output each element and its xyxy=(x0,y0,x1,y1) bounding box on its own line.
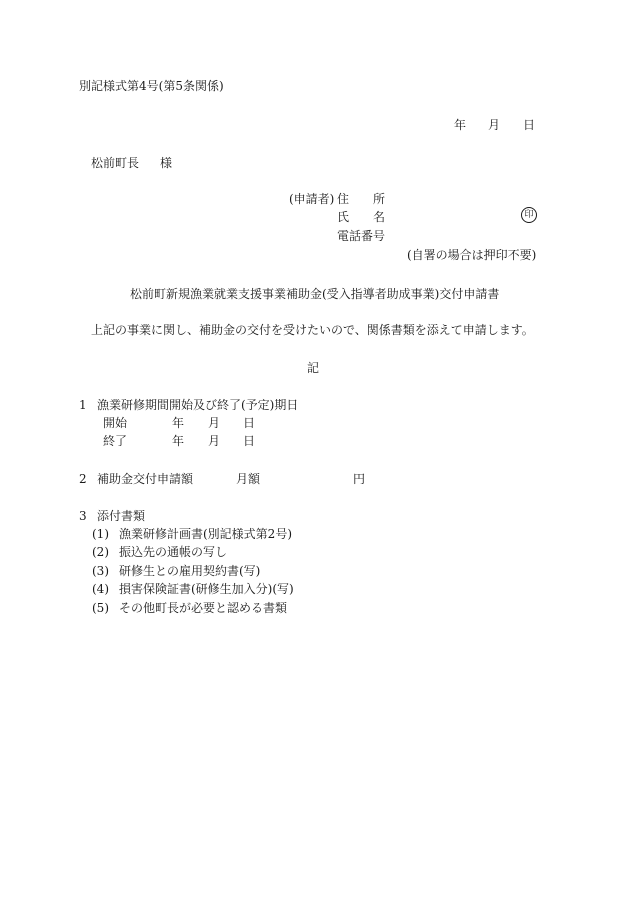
applicant-name-label: 氏 名 xyxy=(337,210,386,224)
section-3-heading: 添付書類 xyxy=(97,509,146,523)
start-label: 開始 xyxy=(103,416,128,430)
seal-mark: 印 xyxy=(521,207,537,223)
attachment-item-number: (1) xyxy=(92,527,109,541)
ki-heading: 記 xyxy=(307,361,320,375)
applicant-seal-note: (自署の場合は押印不要) xyxy=(407,248,537,262)
start-day-label: 日 xyxy=(243,416,256,430)
attachment-item-number: (5) xyxy=(92,601,109,615)
section-2-number: 2 xyxy=(79,472,87,486)
attachment-item-text: 研修生との雇用契約書(写) xyxy=(119,564,261,578)
applicant-prefix: (申請者) xyxy=(289,192,335,206)
addressee-honorific: 様 xyxy=(160,156,173,170)
application-statement: 上記の事業に関し、補助金の交付を受けたいので、関係書類を添えて申請します。 xyxy=(91,323,534,337)
applicant-phone-label: 電話番号 xyxy=(337,229,386,243)
form-number: 別記様式第4号(第5条関係) xyxy=(79,79,224,93)
end-year-label: 年 xyxy=(172,434,185,448)
document-title: 松前町新規漁業就業支援事業補助金(受入指導者助成事業)交付申請書 xyxy=(130,287,500,301)
attachment-item-text: その他町長が必要と認める書類 xyxy=(119,601,288,615)
start-month-label: 月 xyxy=(208,416,221,430)
attachment-item-text: 損害保険証書(研修生加入分)(写) xyxy=(119,582,294,596)
section-1-number: 1 xyxy=(79,398,87,412)
addressee-name: 松前町長 xyxy=(91,156,140,170)
date-year-label: 年 xyxy=(454,118,467,132)
applicant-address-label: 住 所 xyxy=(337,192,386,206)
end-month-label: 月 xyxy=(208,434,221,448)
section-1-heading: 漁業研修期間開始及び終了(予定)期日 xyxy=(97,398,299,412)
yen-unit: 円 xyxy=(353,472,366,486)
date-day-label: 日 xyxy=(523,118,536,132)
date-month-label: 月 xyxy=(488,118,501,132)
attachment-item-number: (3) xyxy=(92,564,109,578)
attachment-item-number: (2) xyxy=(92,545,109,559)
attachment-item-text: 漁業研修計画書(別記様式第2号) xyxy=(119,527,292,541)
start-year-label: 年 xyxy=(172,416,185,430)
end-label: 終了 xyxy=(103,434,128,448)
monthly-amount-label: 月額 xyxy=(236,472,261,486)
section-2-heading: 補助金交付申請額 xyxy=(97,472,194,486)
end-day-label: 日 xyxy=(243,434,256,448)
attachment-item-text: 振込先の通帳の写し xyxy=(119,545,228,559)
section-3-number: 3 xyxy=(79,509,87,523)
attachment-item-number: (4) xyxy=(92,582,109,596)
